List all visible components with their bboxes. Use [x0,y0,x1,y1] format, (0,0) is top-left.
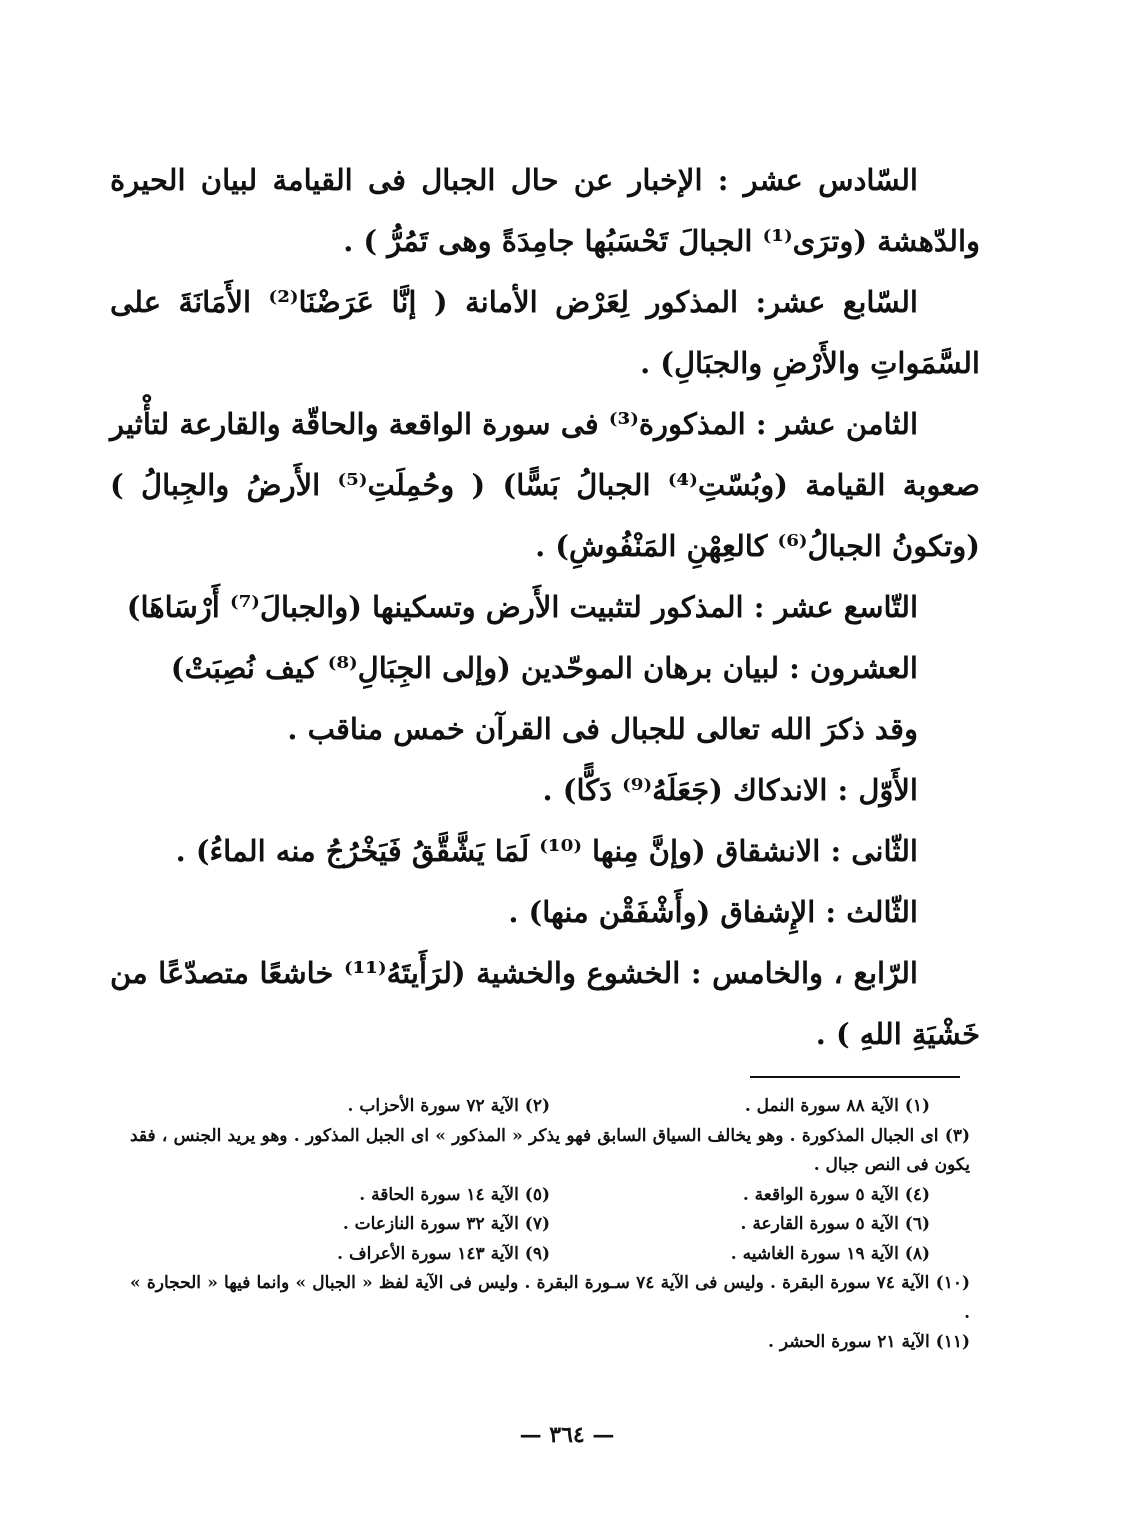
footnote-row [130,1210,970,1240]
footnote-3: (٣) اى الجبال المذكورة . وهو يخالف السياق السابق فهو يذكر « المذكور » اى الجبل المذكور . وهو يريد الجنس ، فقد يكون فى النص جبال . [130,1125,970,1175]
paragraph-five-merits: وقد ذكرَ الله تعالى للجبال فى القرآن خمس مناقب . [287,712,918,746]
paragraph-merit-3: الثّالث : الإِشفاق (وأَشْفَقْن منها) . [508,895,918,929]
footnote-row [130,1181,970,1211]
paragraph-20: العشرون : لبيان برهان الموحّدين (وإلى الجِبَالِ⁽⁸⁾ كيف نُصِبَتْ) [170,651,918,685]
footnote-10: (١٠) الآية ٧٤ سورة البقرة . وليس فى الآية ٧٤ سـورة البقرة . وليس فى الآية لفظ « الجبال » وانما فيها « الحجارة » . [130,1273,970,1323]
footnote-6: (٦) الآية ٥ سورة القارعة . [740,1214,930,1234]
paragraph-merit-2: الثّانى : الانشقاق (وإنَّ مِنها ⁽¹⁰⁾ لَمَا يَشَّقَّقُ فَيَخْرُجُ منه الماءُ) . [175,834,918,868]
footnotes [130,1092,970,1358]
footnote-1: (١) الآية ٨٨ سورة النمل . [744,1096,930,1116]
footnote-8: (٨) الآية ١٩ سورة الغاشيه . [730,1243,930,1264]
paragraph-19: التّاسع عشر : المذكور لتثبيت الأَرض وتسكينها (والجبالَ⁽⁷⁾ أَرْسَاهَا) [126,590,918,624]
main-text [110,150,980,1065]
paragraph-merit-4-5: الرّابع ، والخامس : الخشوع والخشية (لرَأَيتَهُ⁽¹¹⁾ خاشعًا متصدّعًا من خَشْيَةِ اللهِ ) . [110,956,980,1051]
footnote-2: (٢) الآية ٧٢ سورة الأحزاب . [347,1096,550,1116]
footnote-7: (٧) الآية ٣٢ سورة النازعات . [342,1214,550,1234]
paragraph-16: السّادس عشر : الإخبار عن حال الجبال فى القيامة لبيان الحيرة والدّهشة (وترَى⁽¹⁾ الجبالَ تَحْسَبُها جامِدَةً وهى تَمُرُّ ) . [110,163,980,258]
page-number: — ٣٦٤ — [519,1422,615,1448]
footnote-5: (٥) الآية ١٤ سورة الحاقة . [359,1184,550,1205]
footnote-row [130,1092,970,1122]
paragraph-17: السّابع عشر: المذكور لِعَرْض الأمانة ( إنَّا عَرَضْنَا⁽²⁾ الأَمَانَةَ على السَّمَواتِ والأَرْضِ والجبَالِ) . [110,285,980,380]
footnote-11: (١١) الآية ٢١ سورة الحشر . [768,1332,970,1352]
footnote-row [130,1240,970,1270]
footnote-4: (٤) الآية ٥ سورة الواقعة . [742,1184,930,1205]
paragraph-merit-1: الأَوّل : الاندكاك (جَعَلَهُ⁽⁹⁾ دَكًّا) . [542,773,918,807]
footnote-9: (٩) الآية ١٤٣ سورة الأعراف . [337,1243,550,1264]
footnote-divider [750,1076,960,1078]
paragraph-18: الثامن عشر : المذكورة⁽³⁾ فى سورة الواقعة والحاقّة والقارعة لتأْثير صعوبة القيامة (وبُسّتِ⁽⁴⁾ الجبالُ بَسًّا) ( وحُمِلَتِ⁽⁵⁾ الأَرضُ والجِبالُ ) (وتكونُ الجبالُ⁽⁶⁾ كالعِهْنِ المَنْفُوشِ) . [110,407,980,563]
